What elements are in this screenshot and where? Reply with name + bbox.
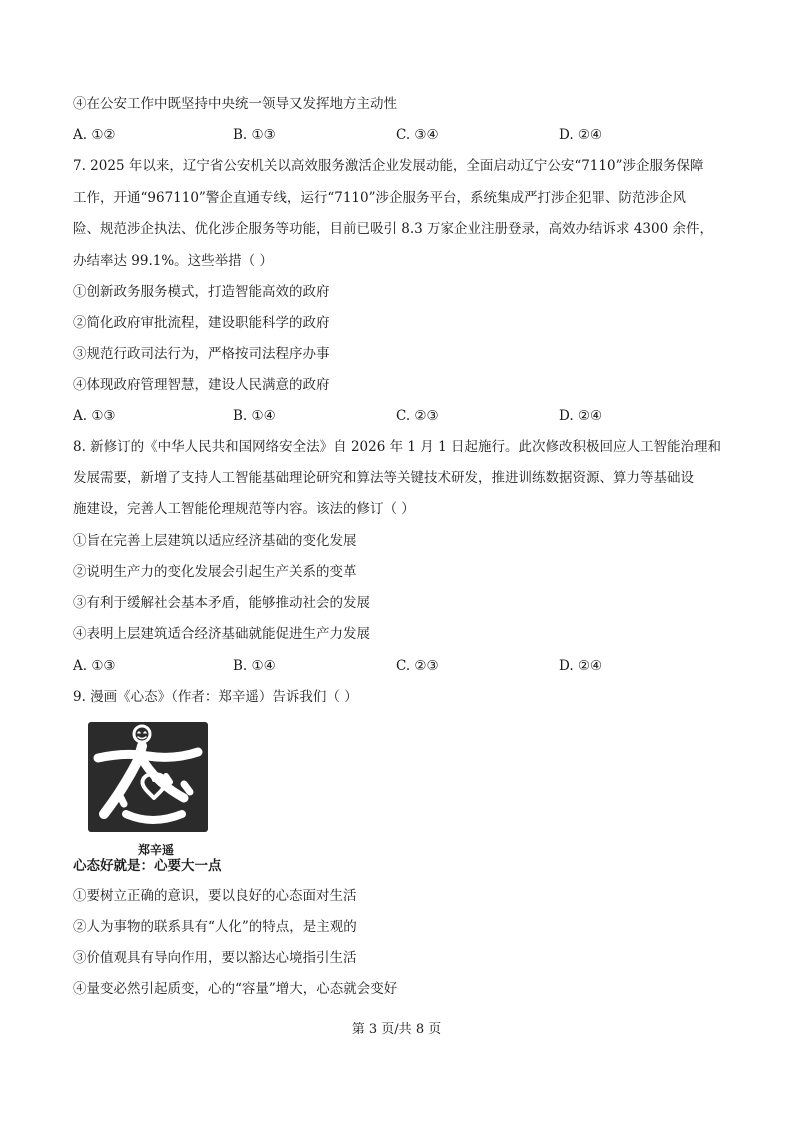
q8-item-2: ②说明生产力的变化发展会引起生产关系的变革 <box>73 564 357 580</box>
cartoon-caption: 心态好就是：心要大一点 <box>73 858 222 874</box>
q8-option-b: B. ①④ <box>233 658 276 674</box>
q6-option-b: B. ①③ <box>233 127 276 143</box>
q8-stem-line-3: 施建设，完善人工智能伦理规范等内容。该法的修订（ ） <box>73 501 415 517</box>
q9-item-4: ④量变必然引起质变，心的“容量”增大，心态就会变好 <box>73 981 398 997</box>
q7-option-b: B. ①④ <box>233 408 276 424</box>
q8-item-4: ④表明上层建筑适合经济基础就能促进生产力发展 <box>73 626 370 642</box>
q8-option-d: D. ②④ <box>559 658 603 674</box>
page-footer: 第 3 页/共 8 页 <box>351 1022 442 1037</box>
q7-item-3: ③规范行政司法行为，严格按司法程序办事 <box>73 346 330 362</box>
q6-option-c: C. ③④ <box>396 127 439 143</box>
cartoon-author-credit: 郑辛遥 <box>138 843 175 857</box>
q9-item-3: ③价值观具有导向作用，要以豁达心境指引生活 <box>73 950 357 966</box>
q7-item-2: ②简化政府审批流程，建设职能科学的政府 <box>73 315 330 331</box>
q8-item-3: ③有利于缓解社会基本矛盾，能够推动社会的发展 <box>73 595 370 611</box>
q7-option-c: C. ②③ <box>396 408 439 424</box>
q9-item-1: ①要树立正确的意识，要以良好的心态面对生活 <box>73 888 357 904</box>
q6-option-a: A. ①② <box>73 127 116 143</box>
q8-options <box>73 656 723 676</box>
q8-stem-line-1: 8. 新修订的《中华人民共和国网络安全法》自 2026 年 1 月 1 日起施行。此次修改积极回应人工智能治理和 <box>73 439 721 455</box>
q7-option-a: A. ①③ <box>73 408 116 424</box>
q7-item-4: ④体现政府管理智慧，建设人民满意的政府 <box>73 377 330 393</box>
q7-stem-line-4: 办结率达 99.1%。这些举措（ ） <box>73 253 273 269</box>
q6-options <box>73 125 723 145</box>
q8-option-c: C. ②③ <box>396 658 439 674</box>
q7-item-1: ①创新政务服务模式，打造智能高效的政府 <box>73 284 330 300</box>
q7-stem-line-1: 7. 2025 年以来，辽宁省公安机关以高效服务激活企业发展动能，全面启动辽宁公安“7110”涉企服务保障 <box>73 158 704 174</box>
q6-option-d: D. ②④ <box>559 127 603 143</box>
q8-stem-line-2: 发展需要，新增了支持人工智能基础理论研究和算法等关键技术研发，推进训练数据资源、算力等基础设 <box>73 470 694 486</box>
q7-option-d: D. ②④ <box>559 408 603 424</box>
q7-options <box>73 406 723 426</box>
cartoon-xintai-image <box>86 718 210 836</box>
q9-item-2: ②人为事物的联系具有“人化”的特点，是主观的 <box>73 919 357 935</box>
q7-stem-line-2: 工作，开通“967110”警企直通专线，运行“7110”涉企服务平台，系统集成严打涉企犯罪、防范涉企风 <box>73 190 686 206</box>
q8-option-a: A. ①③ <box>73 658 116 674</box>
q8-item-1: ①旨在完善上层建筑以适应经济基础的变化发展 <box>73 533 357 549</box>
q6-item-4: ④在公安工作中既坚持中央统一领导又发挥地方主动性 <box>73 96 397 112</box>
q9-stem: 9. 漫画《心态》（作者：郑辛遥）告诉我们（ ） <box>73 689 358 705</box>
q7-stem-line-3: 险、规范涉企执法、优化涉企服务等功能，目前已吸引 8.3 万家企业注册登录，高效办结诉求 4300 余件， <box>73 221 713 237</box>
